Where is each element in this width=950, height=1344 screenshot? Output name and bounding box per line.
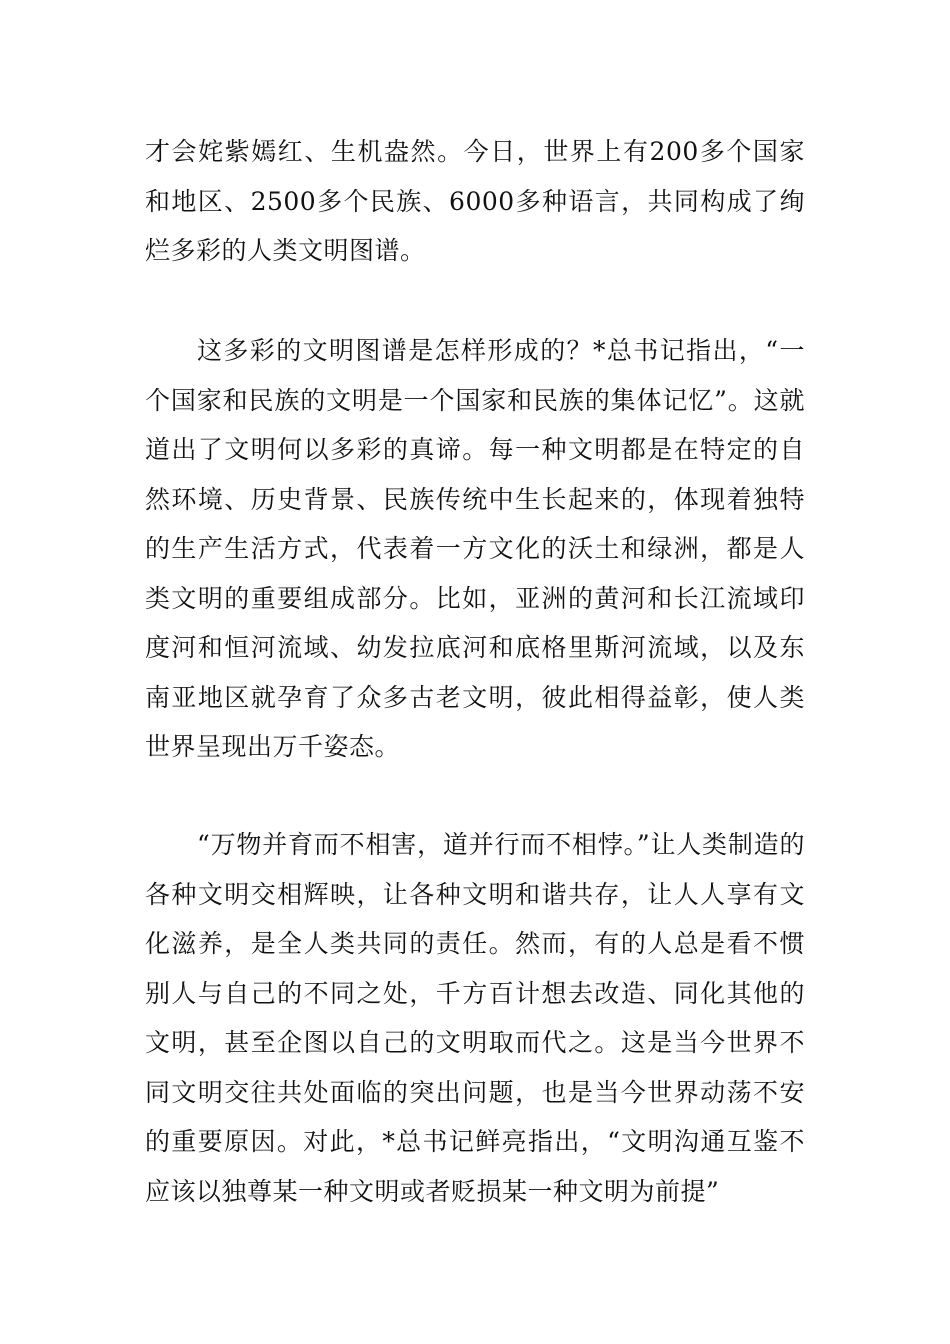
paragraph-1: 才会姹紫嫣红、生机盎然。今日，世界上有200多个国家和地区、2500多个民族、6000多种语言，共同构成了绚烂多彩的人类文明图谱。: [145, 137, 805, 265]
paragraph-3: “万物并育而不相害，道并行而不相悖。”让人类制造的各种文明交相辉映，让各种文明和谐共存，让人人享有文化滋养，是全人类共同的责任。然而，有的人总是看不惯别人与自己的不同之处，千方百计想去改造、同化其他的文明，甚至企图以自己的文明取而代之。这是当今世界不同文明交往共处面临的突出问题，也是当今世界动荡不安的重要原因。对此，*总书记鲜亮指出，“文明沟通互鉴不应该以独尊某一种文明或者贬损某一种文明为前提”: [145, 830, 805, 1206]
paragraph-2: 这多彩的文明图谱是怎样形成的？*总书记指出，“一个国家和民族的文明是一个国家和民族的集体记忆”。这就道出了文明何以多彩的真谛。每一种文明都是在特定的自然环境、历史背景、民族传统中生长起来的，体现着独特的生产生活方式，代表着一方文化的沃土和绿洲，都是人类文明的重要组成部分。比如，亚洲的黄河和长江流域印度河和恒河流域、幼发拉底河和底格里斯河流域，以及东南亚地区就孕育了众多古老文明，彼此相得益彰，使人类世界呈现出万千姿态。: [145, 336, 805, 761]
